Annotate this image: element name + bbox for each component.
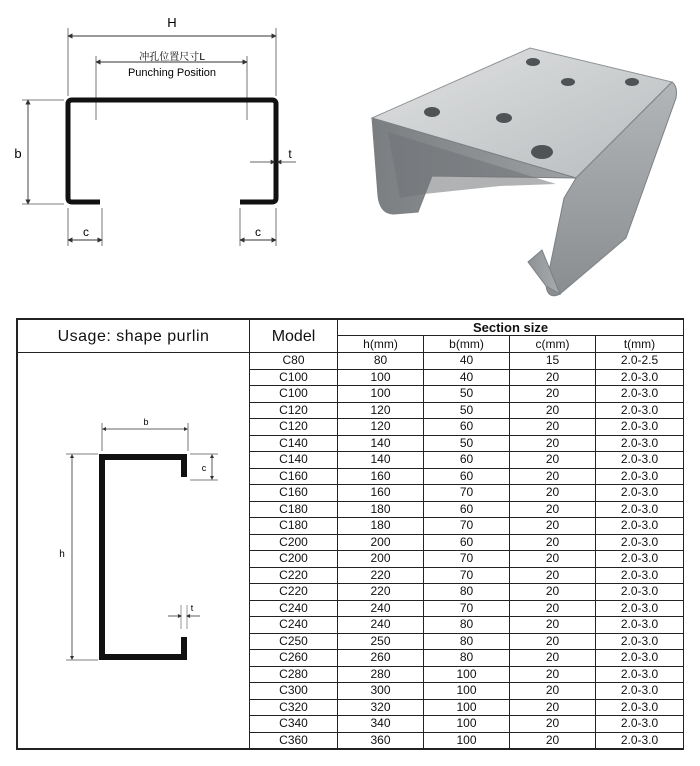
model-cell: C140	[250, 452, 338, 469]
dim-H-label: H	[167, 15, 177, 30]
h-cell: 180	[338, 501, 424, 518]
h-cell: 240	[338, 617, 424, 634]
b-cell: 50	[424, 402, 510, 419]
b-cell: 70	[424, 567, 510, 584]
h-cell: 100	[338, 369, 424, 386]
c-cell: 20	[510, 386, 596, 403]
c-cell: 20	[510, 435, 596, 452]
c-cell: 20	[510, 419, 596, 436]
b-cell: 50	[424, 386, 510, 403]
c-cell: 20	[510, 369, 596, 386]
h-cell: 220	[338, 567, 424, 584]
usage-header: Usage: shape purlin	[18, 320, 250, 353]
b-cell: 80	[424, 617, 510, 634]
model-cell: C100	[250, 386, 338, 403]
t-cell: 2.0-3.0	[596, 551, 684, 568]
h-cell: 300	[338, 683, 424, 700]
punch-hole	[561, 78, 575, 86]
dim-c-left-label: c	[83, 225, 89, 239]
t-cell: 2.0-3.0	[596, 369, 684, 386]
b-cell: 80	[424, 584, 510, 601]
c-cell: 20	[510, 501, 596, 518]
dim-t-label: t	[288, 147, 292, 161]
model-cell: C180	[250, 501, 338, 518]
model-cell: C320	[250, 699, 338, 716]
diagram-dim-c-label: c	[201, 463, 207, 473]
t-cell: 2.0-3.0	[596, 386, 684, 403]
c-cell: 20	[510, 683, 596, 700]
model-cell: C120	[250, 419, 338, 436]
t-cell: 2.0-3.0	[596, 633, 684, 650]
column-header-c: c(mm)	[510, 336, 596, 353]
t-cell: 2.0-3.0	[596, 452, 684, 469]
diagram-dim-b-label: b	[143, 417, 149, 427]
model-cell: C120	[250, 402, 338, 419]
h-cell: 240	[338, 600, 424, 617]
model-cell: C220	[250, 584, 338, 601]
c-cell: 20	[510, 666, 596, 683]
b-cell: 60	[424, 468, 510, 485]
model-cell: C300	[250, 683, 338, 700]
punch-hole	[625, 78, 639, 86]
t-cell: 2.0-3.0	[596, 402, 684, 419]
c-channel-profile	[68, 100, 276, 202]
model-cell: C280	[250, 666, 338, 683]
model-cell: C80	[250, 353, 338, 370]
t-cell: 2.0-3.0	[596, 567, 684, 584]
c-cell: 20	[510, 617, 596, 634]
b-cell: 100	[424, 683, 510, 700]
c-cell: 20	[510, 468, 596, 485]
h-cell: 140	[338, 452, 424, 469]
c-purlin-section-diagram	[18, 353, 250, 753]
t-cell: 2.0-3.0	[596, 732, 684, 749]
b-cell: 70	[424, 551, 510, 568]
h-cell: 140	[338, 435, 424, 452]
punch-position-cn-label: 冲孔位置尺寸L	[139, 52, 205, 63]
c-cell: 20	[510, 485, 596, 502]
model-cell: C180	[250, 518, 338, 535]
t-cell: 2.0-3.0	[596, 683, 684, 700]
t-cell: 2.0-3.0	[596, 468, 684, 485]
h-cell: 280	[338, 666, 424, 683]
t-cell: 2.0-3.0	[596, 666, 684, 683]
punch-position-en-label: Punching Position	[127, 67, 217, 79]
t-cell: 2.0-3.0	[596, 617, 684, 634]
b-cell: 100	[424, 732, 510, 749]
column-header-t: t(mm)	[596, 336, 684, 353]
t-cell: 2.0-3.0	[596, 716, 684, 733]
table-row	[18, 353, 684, 370]
t-cell: 2.0-3.0	[596, 650, 684, 667]
h-cell: 180	[338, 518, 424, 535]
c-purlin-profile	[102, 457, 184, 657]
b-cell: 70	[424, 485, 510, 502]
b-cell: 100	[424, 699, 510, 716]
c-cell: 20	[510, 402, 596, 419]
b-cell: 50	[424, 435, 510, 452]
b-cell: 70	[424, 600, 510, 617]
diagram-cell	[18, 353, 250, 749]
model-cell: C140	[250, 435, 338, 452]
t-cell: 2.0-3.0	[596, 534, 684, 551]
h-cell: 260	[338, 650, 424, 667]
c-cell: 20	[510, 600, 596, 617]
b-cell: 100	[424, 666, 510, 683]
t-cell: 2.0-3.0	[596, 419, 684, 436]
h-cell: 340	[338, 716, 424, 733]
h-cell: 160	[338, 468, 424, 485]
b-cell: 80	[424, 633, 510, 650]
t-cell: 2.0-2.5	[596, 353, 684, 370]
b-cell: 40	[424, 353, 510, 370]
b-cell: 70	[424, 518, 510, 535]
punch-hole	[496, 113, 512, 123]
c-cell: 20	[510, 567, 596, 584]
c-cell: 20	[510, 534, 596, 551]
model-cell: C160	[250, 485, 338, 502]
column-header-h: h(mm)	[338, 336, 424, 353]
t-cell: 2.0-3.0	[596, 518, 684, 535]
c-channel-dimension-drawing	[0, 0, 320, 300]
t-cell: 2.0-3.0	[596, 501, 684, 518]
b-cell: 60	[424, 501, 510, 518]
model-cell: C240	[250, 617, 338, 634]
h-cell: 360	[338, 732, 424, 749]
t-cell: 2.0-3.0	[596, 485, 684, 502]
t-cell: 2.0-3.0	[596, 699, 684, 716]
h-cell: 320	[338, 699, 424, 716]
c-cell: 20	[510, 518, 596, 535]
c-channel-3d-render	[320, 0, 700, 300]
h-cell: 250	[338, 633, 424, 650]
b-cell: 60	[424, 452, 510, 469]
h-cell: 200	[338, 534, 424, 551]
h-cell: 80	[338, 353, 424, 370]
model-cell: C200	[250, 534, 338, 551]
c-cell: 20	[510, 551, 596, 568]
b-cell: 60	[424, 534, 510, 551]
punch-hole	[531, 145, 553, 159]
h-cell: 120	[338, 402, 424, 419]
h-cell: 220	[338, 584, 424, 601]
model-header: Model	[250, 320, 338, 353]
column-header-b: b(mm)	[424, 336, 510, 353]
model-cell: C200	[250, 551, 338, 568]
punch-hole	[424, 107, 440, 117]
h-cell: 120	[338, 419, 424, 436]
t-cell: 2.0-3.0	[596, 600, 684, 617]
model-cell: C160	[250, 468, 338, 485]
section-size-header: Section size	[338, 320, 684, 336]
b-cell: 100	[424, 716, 510, 733]
b-cell: 60	[424, 419, 510, 436]
diagram-dim-h-label: h	[59, 549, 65, 560]
h-cell: 160	[338, 485, 424, 502]
section-size-table-frame	[16, 318, 684, 750]
t-cell: 2.0-3.0	[596, 435, 684, 452]
model-cell: C240	[250, 600, 338, 617]
c-cell: 20	[510, 633, 596, 650]
h-cell: 200	[338, 551, 424, 568]
dim-b-label: b	[14, 146, 22, 161]
model-cell: C340	[250, 716, 338, 733]
punch-hole	[526, 58, 540, 66]
c-cell: 20	[510, 716, 596, 733]
b-cell: 40	[424, 369, 510, 386]
diagram-dim-t-label: t	[190, 603, 194, 613]
c-cell: 20	[510, 650, 596, 667]
b-cell: 80	[424, 650, 510, 667]
c-cell: 20	[510, 732, 596, 749]
section-size-table	[17, 319, 684, 749]
model-cell: C100	[250, 369, 338, 386]
c-cell: 20	[510, 584, 596, 601]
h-cell: 100	[338, 386, 424, 403]
c-cell: 20	[510, 699, 596, 716]
dim-c-right-label: c	[255, 225, 261, 239]
model-cell: C220	[250, 567, 338, 584]
model-cell: C260	[250, 650, 338, 667]
c-cell: 20	[510, 452, 596, 469]
model-cell: C250	[250, 633, 338, 650]
t-cell: 2.0-3.0	[596, 584, 684, 601]
c-cell: 15	[510, 353, 596, 370]
model-cell: C360	[250, 732, 338, 749]
